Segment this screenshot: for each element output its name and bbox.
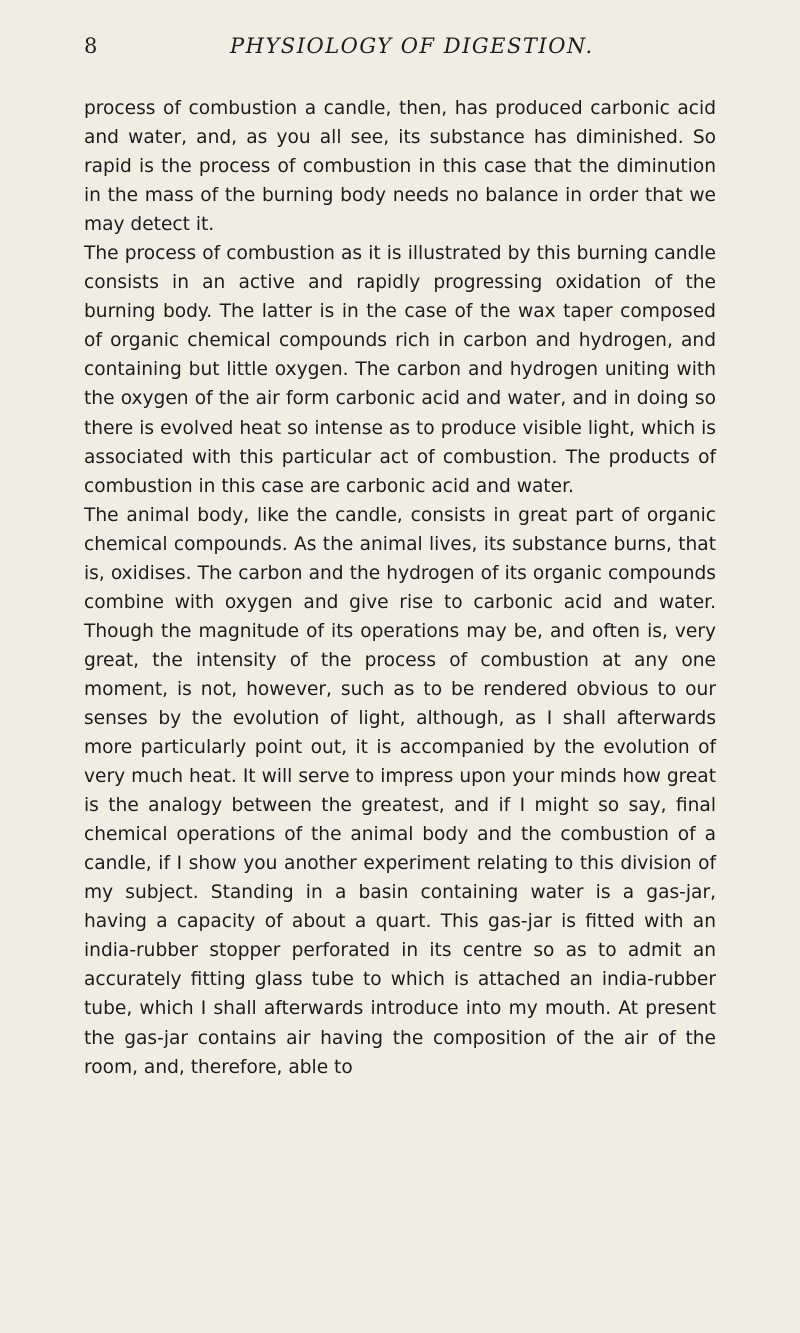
- paragraph: The animal body, like the candle, consists in great part of organic chemical compounds. As the animal lives, its substance burns, that is, oxidises. The carbon and the hydrogen of its organic compounds combine with oxygen and give rise to carbonic acid and water. Though the magnitude of its operations may be, and often is, very great, the intensity of the process of combustion at any one moment, is not, however, such as to be rendered obvious to our senses by the evolution of light, although, as I shall afterwards more particularly point out, it is accompanied by the evolution of very much heat. It will serve to impress upon your minds how great is the analogy between the greatest, and if I might so say, final chemical operations of the animal body and the combustion of a candle, if I show you another experiment relating to this division of my subject. Standing in a basin containing water is a gas-jar, having a capacity of about a quart. This gas-jar is fitted with an india-rubber stopper perforated in its centre so as to admit an accurately fitting glass tube to which is attached an india-rubber tube, which I shall afterwards introduce into my mouth. At present the gas-jar contains air having the composition of the air of the room, and, therefore, able to: [84, 504, 716, 1078]
- body-text: [84, 94, 716, 1082]
- page-number: 8: [84, 34, 98, 58]
- paragraph: The process of combustion as it is illustrated by this burning candle consists in an active and rapidly progressing oxidation of the burning body. The latter is in the case of the wax taper composed of organic chemical compounds rich in carbon and hydrogen, and containing but little oxygen. The carbon and hydrogen uniting with the oxygen of the air form carbonic acid and water, and in doing so there is evolved heat so intense as to produce visible light, which is associated with this particular act of combustion. The products of combustion in this case are carbonic acid and water.: [84, 243, 716, 497]
- paragraph: process of combustion a candle, then, has produced carbonic acid and water, and, as you all see, its substance has diminished. So rapid is the process of combustion in this case that the diminution in the mass of the burning body needs no balance in order that we may detect it.: [84, 98, 716, 236]
- running-head: [84, 34, 716, 66]
- running-title: PHYSIOLOGY OF DIGESTION.: [230, 34, 594, 58]
